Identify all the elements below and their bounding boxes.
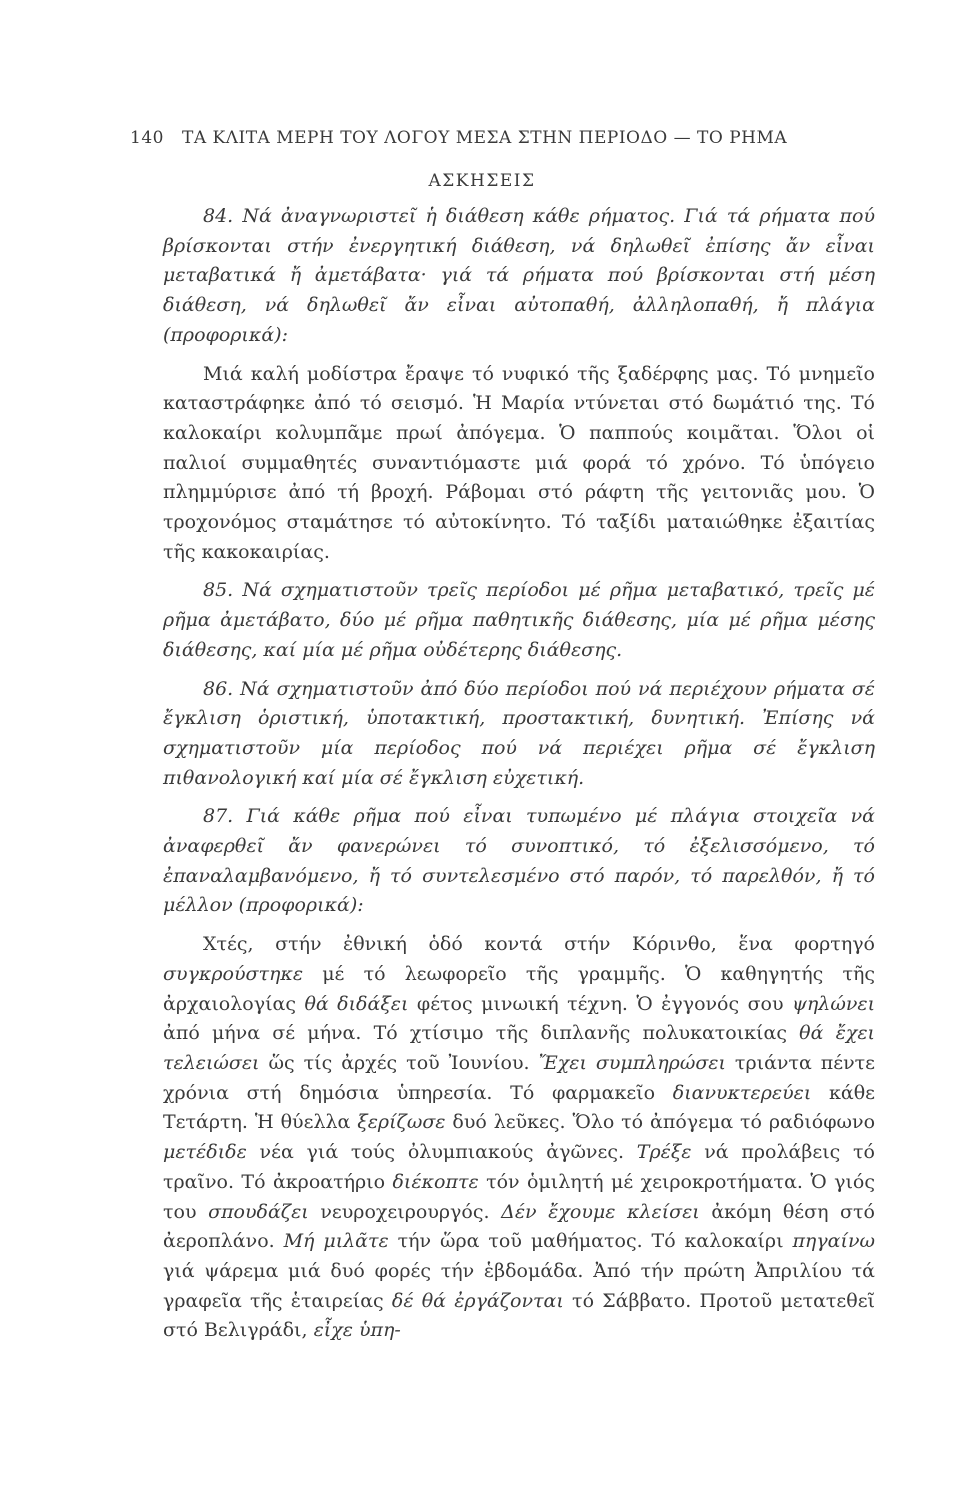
section-title: ΑΣΚΗΣΕΙΣ	[428, 171, 536, 191]
text-run: τήν ὥρα τοῦ μαθήματος. Τό καλοκαίρι	[388, 1230, 793, 1253]
text-run: μέ τό λεωφορεῖο τῆς γραμμῆς. Ὁ καθηγητής τῆς ἀρχαιολογίας	[163, 962, 875, 1015]
italic-verb: πηγαίνω	[792, 1230, 875, 1253]
exercise-86-instruction	[163, 675, 875, 794]
text-run: Χτές, στήν ἐθνική ὁδό κοντά στήν Κόρινθο, ἕνα φορτηγό	[203, 933, 875, 956]
instruction-text: Νά σχηματιστοῦν τρεῖς περίοδοι μέ ρῆμα μεταβατικό, τρεῖς μέ ρῆμα ἀμετάβατο, δύο μέ ρῆμα παθητικῆς διάθεσης, μία μέ ρῆμα μέσης διάθεσης, καί μία μέ ρῆμα οὐδέτερης διάθεσης.	[163, 579, 875, 661]
text-run: φέτος μινωική τέχνη. Ὁ ἐγγονός σου	[408, 992, 793, 1015]
exercise-87-text	[163, 930, 875, 1346]
exercise-number: 87.	[203, 805, 234, 828]
italic-verb: Μή μιλᾶτε	[283, 1230, 389, 1253]
exercises-body	[163, 202, 875, 1346]
italic-verb: Ἔχει συμπληρώσει	[538, 1051, 726, 1074]
italic-verb: θά διδάξει	[304, 992, 409, 1015]
running-title: ΤΑ ΚΛΙΤΑ ΜΕΡΗ ΤΟΥ ΛΟΓΟΥ ΜΕΣΑ ΣΤΗΝ ΠΕΡΙΟΔΟ — ΤΟ ΡΗΜΑ	[182, 128, 788, 148]
text-run: τόν ὁμιλητή μέ χειροκροτήματα. Ὁ γιός του	[163, 1170, 875, 1223]
page-number: 140	[130, 128, 164, 148]
instruction-text: Νά σχηματιστοῦν ἀπό δύο περίοδοι πού νά περιέχουν ρήματα σέ ἔγκλιση ὁριστική, ὑποτακτική, προστακτική, δυνητική. Ἐπίσης νά σχηματιστοῦν μία περίοδος πού νά περιέχει ρῆμα σέ ἔγκλιση πιθανολογική καί μία σέ ἔγκλιση εὐχετική.	[163, 677, 875, 789]
exercise-84-instruction	[163, 202, 875, 351]
italic-verb: μετέδιδε	[163, 1141, 247, 1164]
text-run: νέα γιά τούς ὀλυμπιακούς ἀγῶνες.	[246, 1141, 637, 1164]
text-run: νευροχειρουργός.	[308, 1200, 502, 1223]
text-run: ἀπό μήνα σέ μήνα. Τό χτίσιμο τῆς διπλανῆς πολυκατοικίας	[163, 1022, 800, 1045]
text-run: τριάντα πέντε χρόνια στή δημόσια ὑπηρεσία. Τό φαρμακεῖο	[163, 1051, 876, 1104]
italic-verb: σπουδάζει	[208, 1200, 309, 1223]
running-header	[130, 128, 890, 148]
italic-verb: δέ θά ἐργάζονται	[391, 1289, 564, 1312]
italic-verb: διανυκτερεύει	[672, 1081, 812, 1104]
italic-verb: Δέν ἔχουμε κλείσει	[501, 1200, 700, 1223]
exercise-85-instruction	[163, 576, 875, 665]
italic-verb: θά ἔχει τελειώσει	[163, 1022, 875, 1074]
text-run: γιά ψάρεμα μιά δυό φορές τήν ἑβδομάδα. Ἀπό τήν πρώτη Ἀπριλίου τά γραφεῖα τῆς ἑταιρείας	[163, 1259, 875, 1312]
exercise-number: 86.	[203, 677, 234, 700]
text-run: νά προλάβεις τό τραῖνο. Τό ἀκροατήριο	[163, 1141, 875, 1193]
text-run: τό Σάββατο. Προτοῦ μετατεθεῖ στό Βελιγράδι,	[163, 1289, 875, 1342]
instruction-text: Νά ἀναγνωριστεῖ ἡ διάθεση κάθε ρήματος. Γιά τά ρήματα πού βρίσκονται στήν ἐνεργητική διάθεση, νά δηλωθεῖ ἐπίσης ἄν εἶναι μεταβατικά ἤ ἀμετάβατα· γιά τά ρήματα πού βρίσκονται στή μέση διάθεση, νά δηλωθεῖ ἄν εἶναι αὐτοπαθή, ἀλληλοπαθή, ἤ πλάγια (προφορικά):	[163, 205, 875, 346]
text-run: ὥς τίς ἀρχές τοῦ Ἰουνίου.	[259, 1051, 539, 1074]
italic-verb: συγκρούστηκε	[163, 962, 304, 985]
italic-verb: εἶχε ὑπη-	[313, 1319, 401, 1342]
instruction-text: Γιά κάθε ρῆμα πού εἶναι τυπωμένο μέ πλάγια στοιχεῖα νά ἀναφερθεῖ ἄν φανερώνει τό συνοπτικό, τό ἐξελισσόμενο, τό ἐπαναλαμβανόμενο, ἤ τό συντελεσμένο στό παρόν, τό παρελθόν, ἤ τό μέλλον (προφορικά):	[163, 805, 875, 917]
italic-verb: Τρέξε	[636, 1141, 692, 1164]
text-run: δυό λεῦκες. Ὅλο τό ἀπόγεμα τό ραδιόφωνο	[445, 1111, 876, 1134]
text-run: κάθε Τετάρτη. Ἡ θύελλα	[163, 1081, 875, 1134]
italic-verb: διέκοπτε	[392, 1170, 479, 1193]
italic-verb: ψηλώνει	[792, 992, 876, 1015]
exercise-84-text: Μιά καλή μοδίστρα ἔραψε τό νυφικό τῆς ξαδέρφης μας. Τό μνημεῖο καταστράφηκε ἀπό τό σεισμό. Ἡ Μαρία ντύνεται στό δωμάτιό της. Τό καλοκαίρι κολυμπᾶμε πρωί ἀπόγεμα. Ὁ παππούς κοιμᾶται. Ὅλοι οἱ παλιοί συμμαθητές συναντιόμαστε μιά φορά τό χρόνο. Τό ὑπόγειο πλημμύρισε ἀπό τή βροχή. Ράβομαι στό ράφτη τῆς γειτονιᾶς μου. Ὁ τροχονόμος σταμάτησε τό αὐτοκίνητο. Τό ταξίδι ματαιώθηκε ἐξαιτίας τῆς κακοκαιρίας.	[163, 362, 875, 563]
text-run: ἀκόμη θέση στό ἀεροπλάνο.	[163, 1200, 875, 1253]
exercise-number: 84.	[203, 205, 234, 227]
italic-verb: ξερίζωσε	[357, 1111, 446, 1134]
exercise-87-instruction	[163, 802, 875, 921]
exercise-number: 85.	[203, 579, 234, 602]
